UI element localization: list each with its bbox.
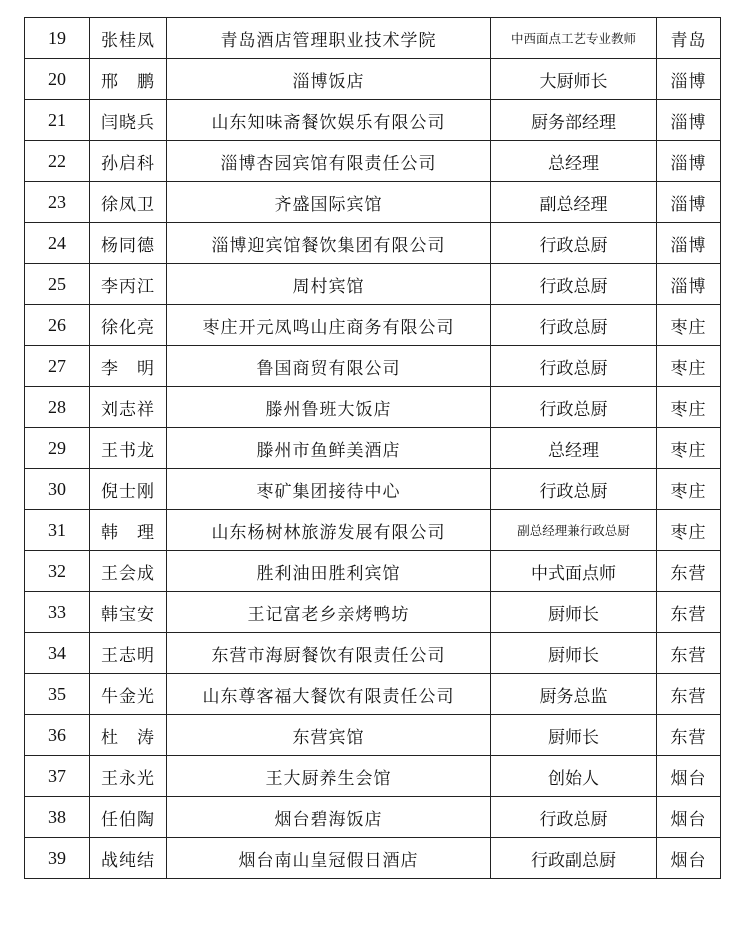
job-title-cell: 厨师长 xyxy=(491,633,657,674)
table-row xyxy=(25,715,721,756)
row-number-cell: 20 xyxy=(25,59,90,100)
job-title-cell: 总经理 xyxy=(491,141,657,182)
region-cell: 淄博 xyxy=(657,182,721,223)
row-number-cell: 33 xyxy=(25,592,90,633)
table-row xyxy=(25,264,721,305)
person-name-cell: 韩 理 xyxy=(90,510,167,551)
table-row xyxy=(25,838,721,879)
row-number-cell: 24 xyxy=(25,223,90,264)
region-cell: 枣庄 xyxy=(657,346,721,387)
person-name-cell: 杜 涛 xyxy=(90,715,167,756)
row-number-cell: 39 xyxy=(25,838,90,879)
organization-cell: 青岛酒店管理职业技术学院 xyxy=(167,18,491,59)
organization-cell: 齐盛国际宾馆 xyxy=(167,182,491,223)
job-title-cell: 行政总厨 xyxy=(491,469,657,510)
region-cell: 东营 xyxy=(657,674,721,715)
person-name-cell: 倪士刚 xyxy=(90,469,167,510)
region-cell: 淄博 xyxy=(657,59,721,100)
region-cell: 烟台 xyxy=(657,756,721,797)
table-row xyxy=(25,18,721,59)
table-row xyxy=(25,141,721,182)
row-number-cell: 29 xyxy=(25,428,90,469)
table-row xyxy=(25,797,721,838)
job-title-cell: 大厨师长 xyxy=(491,59,657,100)
organization-cell: 东营市海厨餐饮有限责任公司 xyxy=(167,633,491,674)
region-cell: 东营 xyxy=(657,715,721,756)
table-row xyxy=(25,182,721,223)
job-title-cell: 厨师长 xyxy=(491,715,657,756)
table-row xyxy=(25,100,721,141)
roster-table xyxy=(24,17,721,879)
table-row xyxy=(25,633,721,674)
organization-cell: 山东知味斋餐饮娱乐有限公司 xyxy=(167,100,491,141)
table-row xyxy=(25,428,721,469)
person-name-cell: 徐凤卫 xyxy=(90,182,167,223)
organization-cell: 淄博饭店 xyxy=(167,59,491,100)
row-number-cell: 28 xyxy=(25,387,90,428)
table-row xyxy=(25,551,721,592)
row-number-cell: 37 xyxy=(25,756,90,797)
job-title-cell: 行政总厨 xyxy=(491,305,657,346)
region-cell: 淄博 xyxy=(657,141,721,182)
organization-cell: 枣矿集团接待中心 xyxy=(167,469,491,510)
region-cell: 淄博 xyxy=(657,100,721,141)
table-row xyxy=(25,674,721,715)
person-name-cell: 王永光 xyxy=(90,756,167,797)
job-title-cell: 中西面点工艺专业教师 xyxy=(491,18,657,59)
row-number-cell: 26 xyxy=(25,305,90,346)
person-name-cell: 任伯陶 xyxy=(90,797,167,838)
person-name-cell: 牛金光 xyxy=(90,674,167,715)
job-title-cell: 厨务总监 xyxy=(491,674,657,715)
person-name-cell: 徐化亮 xyxy=(90,305,167,346)
region-cell: 淄博 xyxy=(657,223,721,264)
table-row xyxy=(25,305,721,346)
row-number-cell: 38 xyxy=(25,797,90,838)
table-row xyxy=(25,756,721,797)
roster-table-body xyxy=(25,18,721,879)
person-name-cell: 闫晓兵 xyxy=(90,100,167,141)
job-title-cell: 副总经理 xyxy=(491,182,657,223)
job-title-cell: 行政副总厨 xyxy=(491,838,657,879)
region-cell: 枣庄 xyxy=(657,428,721,469)
row-number-cell: 22 xyxy=(25,141,90,182)
region-cell: 青岛 xyxy=(657,18,721,59)
organization-cell: 山东尊客福大餐饮有限责任公司 xyxy=(167,674,491,715)
job-title-cell: 行政总厨 xyxy=(491,797,657,838)
organization-cell: 鲁国商贸有限公司 xyxy=(167,346,491,387)
table-row xyxy=(25,510,721,551)
job-title-cell: 副总经理兼行政总厨 xyxy=(491,510,657,551)
person-name-cell: 李丙江 xyxy=(90,264,167,305)
organization-cell: 枣庄开元凤鸣山庄商务有限公司 xyxy=(167,305,491,346)
row-number-cell: 30 xyxy=(25,469,90,510)
row-number-cell: 32 xyxy=(25,551,90,592)
table-row xyxy=(25,59,721,100)
person-name-cell: 战纯结 xyxy=(90,838,167,879)
person-name-cell: 王会成 xyxy=(90,551,167,592)
organization-cell: 烟台碧海饭店 xyxy=(167,797,491,838)
region-cell: 淄博 xyxy=(657,264,721,305)
roster-sheet xyxy=(24,17,720,879)
organization-cell: 淄博迎宾馆餐饮集团有限公司 xyxy=(167,223,491,264)
table-row xyxy=(25,592,721,633)
person-name-cell: 孙启科 xyxy=(90,141,167,182)
row-number-cell: 25 xyxy=(25,264,90,305)
organization-cell: 周村宾馆 xyxy=(167,264,491,305)
region-cell: 东营 xyxy=(657,633,721,674)
row-number-cell: 23 xyxy=(25,182,90,223)
row-number-cell: 21 xyxy=(25,100,90,141)
job-title-cell: 中式面点师 xyxy=(491,551,657,592)
person-name-cell: 王志明 xyxy=(90,633,167,674)
organization-cell: 滕州鲁班大饭店 xyxy=(167,387,491,428)
person-name-cell: 张桂凤 xyxy=(90,18,167,59)
person-name-cell: 刘志祥 xyxy=(90,387,167,428)
row-number-cell: 19 xyxy=(25,18,90,59)
job-title-cell: 厨务部经理 xyxy=(491,100,657,141)
job-title-cell: 行政总厨 xyxy=(491,387,657,428)
region-cell: 烟台 xyxy=(657,838,721,879)
person-name-cell: 王书龙 xyxy=(90,428,167,469)
region-cell: 枣庄 xyxy=(657,305,721,346)
row-number-cell: 27 xyxy=(25,346,90,387)
organization-cell: 王大厨养生会馆 xyxy=(167,756,491,797)
region-cell: 东营 xyxy=(657,592,721,633)
table-row xyxy=(25,387,721,428)
job-title-cell: 行政总厨 xyxy=(491,264,657,305)
row-number-cell: 35 xyxy=(25,674,90,715)
person-name-cell: 杨同德 xyxy=(90,223,167,264)
organization-cell: 山东杨树林旅游发展有限公司 xyxy=(167,510,491,551)
person-name-cell: 邢 鹏 xyxy=(90,59,167,100)
row-number-cell: 31 xyxy=(25,510,90,551)
person-name-cell: 韩宝安 xyxy=(90,592,167,633)
job-title-cell: 厨师长 xyxy=(491,592,657,633)
job-title-cell: 行政总厨 xyxy=(491,346,657,387)
region-cell: 枣庄 xyxy=(657,469,721,510)
organization-cell: 胜利油田胜利宾馆 xyxy=(167,551,491,592)
row-number-cell: 36 xyxy=(25,715,90,756)
region-cell: 枣庄 xyxy=(657,387,721,428)
organization-cell: 王记富老乡亲烤鸭坊 xyxy=(167,592,491,633)
organization-cell: 滕州市鱼鲜美酒店 xyxy=(167,428,491,469)
table-row xyxy=(25,346,721,387)
organization-cell: 东营宾馆 xyxy=(167,715,491,756)
region-cell: 东营 xyxy=(657,551,721,592)
table-row xyxy=(25,469,721,510)
row-number-cell: 34 xyxy=(25,633,90,674)
organization-cell: 烟台南山皇冠假日酒店 xyxy=(167,838,491,879)
organization-cell: 淄博杏园宾馆有限责任公司 xyxy=(167,141,491,182)
person-name-cell: 李 明 xyxy=(90,346,167,387)
table-row xyxy=(25,223,721,264)
region-cell: 烟台 xyxy=(657,797,721,838)
region-cell: 枣庄 xyxy=(657,510,721,551)
job-title-cell: 创始人 xyxy=(491,756,657,797)
job-title-cell: 总经理 xyxy=(491,428,657,469)
job-title-cell: 行政总厨 xyxy=(491,223,657,264)
